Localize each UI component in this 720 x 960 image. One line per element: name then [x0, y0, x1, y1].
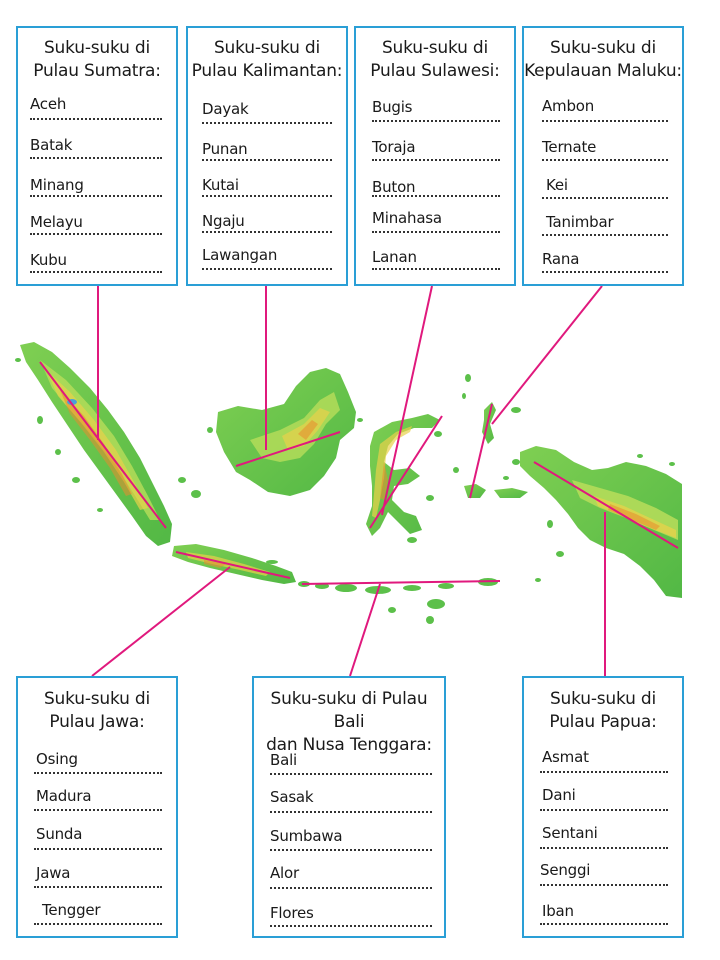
fill-line — [542, 271, 668, 273]
box-title — [188, 37, 346, 83]
list-item: Flores — [270, 904, 314, 922]
box-bali-nusa-tenggara — [252, 676, 446, 938]
box-title-line-2: Pulau Kalimantan: — [191, 61, 343, 81]
list-item: Jawa — [36, 864, 71, 882]
nusa-tenggara-islands — [298, 578, 498, 624]
fill-line — [202, 122, 332, 124]
fill-line — [270, 811, 432, 813]
list-item: Bugis — [372, 98, 413, 116]
list-item: Tengger — [42, 901, 101, 919]
fill-line — [270, 925, 432, 927]
list-item: Sunda — [36, 825, 83, 843]
connector-bali-nt-island — [302, 581, 500, 584]
list-item: Lawangan — [202, 246, 278, 264]
fill-line — [372, 268, 500, 270]
box-title — [524, 37, 682, 83]
list-item: Sasak — [270, 788, 314, 806]
fill-line — [542, 159, 668, 161]
fill-line — [34, 772, 162, 774]
list-item: Buton — [372, 178, 416, 196]
fill-line — [372, 120, 500, 122]
fill-line — [202, 231, 332, 233]
fill-line — [542, 197, 668, 199]
fill-line — [372, 231, 500, 233]
fill-line — [372, 159, 500, 161]
fill-line — [202, 195, 332, 197]
papua-island — [512, 446, 682, 598]
fill-line — [540, 884, 668, 886]
list-item: Alor — [270, 864, 299, 882]
box-sumatra — [16, 26, 178, 286]
list-item: Iban — [542, 902, 574, 920]
connector-sumatra-island — [40, 362, 166, 528]
box-title-line-2: Pulau Sulawesi: — [370, 61, 500, 81]
fill-line — [540, 771, 668, 773]
box-title-line-2: dan Nusa Tenggara: — [266, 735, 432, 755]
list-item: Ambon — [542, 97, 595, 115]
list-item: Melayu — [30, 213, 83, 231]
fill-line — [542, 120, 668, 122]
list-item: Punan — [202, 140, 248, 158]
list-item: Dayak — [202, 100, 249, 118]
connector-bali-nt — [350, 584, 380, 676]
box-papua — [522, 676, 684, 938]
box-title — [356, 37, 514, 83]
sumatra-island — [15, 342, 201, 546]
box-title-line-1: Suku-suku di — [43, 38, 151, 58]
fill-line — [540, 847, 668, 849]
fill-line — [202, 268, 332, 270]
box-title-line-1: Suku-suku di — [43, 689, 151, 709]
fill-line — [34, 923, 162, 925]
connector-maluku — [492, 286, 602, 424]
list-item: Aceh — [30, 95, 67, 113]
fill-line — [30, 271, 162, 273]
fill-line — [30, 157, 162, 159]
connector-jawa — [92, 567, 230, 676]
list-item: Rana — [542, 250, 580, 268]
list-item: Senggi — [540, 861, 591, 879]
fill-line — [30, 118, 162, 120]
box-title-line-1: Suku-suku di — [213, 38, 321, 58]
list-item: Asmat — [542, 748, 589, 766]
list-item: Kutai — [202, 176, 239, 194]
box-title-line-2: Pulau Sumatra: — [33, 61, 161, 81]
box-title-line-2: Pulau Jawa: — [49, 712, 145, 732]
list-item: Ternate — [542, 138, 597, 156]
box-title — [18, 688, 176, 734]
list-item: Osing — [36, 750, 78, 768]
list-item: Minahasa — [372, 209, 442, 227]
list-item: Minang — [30, 176, 84, 194]
jawa-island — [172, 544, 296, 584]
list-item: Dani — [542, 786, 576, 804]
fill-line — [270, 887, 432, 889]
sulawesi-island — [366, 374, 471, 543]
list-item: Batak — [30, 136, 73, 154]
box-title — [18, 37, 176, 83]
fill-line — [372, 195, 500, 197]
fill-line — [540, 809, 668, 811]
fill-line — [30, 195, 162, 197]
fill-line — [34, 886, 162, 888]
list-item: Sumbawa — [270, 827, 343, 845]
list-item: Kubu — [30, 251, 67, 269]
box-kalimantan — [186, 26, 348, 286]
fill-line — [270, 773, 432, 775]
box-title-line-2: Kepulauan Maluku: — [524, 61, 682, 81]
fill-line — [202, 159, 332, 161]
box-title-line-1: Suku-suku di — [549, 689, 657, 709]
fill-line — [34, 848, 162, 850]
box-title-line-1: Suku-suku di — [549, 38, 657, 58]
fill-line — [540, 923, 668, 925]
fill-line — [30, 233, 162, 235]
box-title-line-1: Suku-suku di Pulau Bali — [270, 689, 428, 732]
maluku-islands — [453, 402, 564, 582]
fill-line — [270, 849, 432, 851]
box-maluku — [522, 26, 684, 286]
fill-line — [34, 809, 162, 811]
box-title-line-2: Pulau Papua: — [549, 712, 657, 732]
list-item: Madura — [36, 787, 92, 805]
box-title — [254, 688, 444, 757]
connector-maluku-island — [470, 404, 492, 498]
list-item: Tanimbar — [546, 213, 614, 231]
list-item: Toraja — [372, 138, 416, 156]
box-title-line-1: Suku-suku di — [381, 38, 489, 58]
box-title — [524, 688, 682, 734]
list-item: Lanan — [372, 248, 417, 266]
fill-line — [542, 234, 668, 236]
list-item: Ngaju — [202, 212, 245, 230]
list-item: Kei — [546, 176, 568, 194]
box-jawa — [16, 676, 178, 938]
box-sulawesi — [354, 26, 516, 286]
list-item: Sentani — [542, 824, 598, 842]
list-item: Bali — [270, 751, 298, 769]
